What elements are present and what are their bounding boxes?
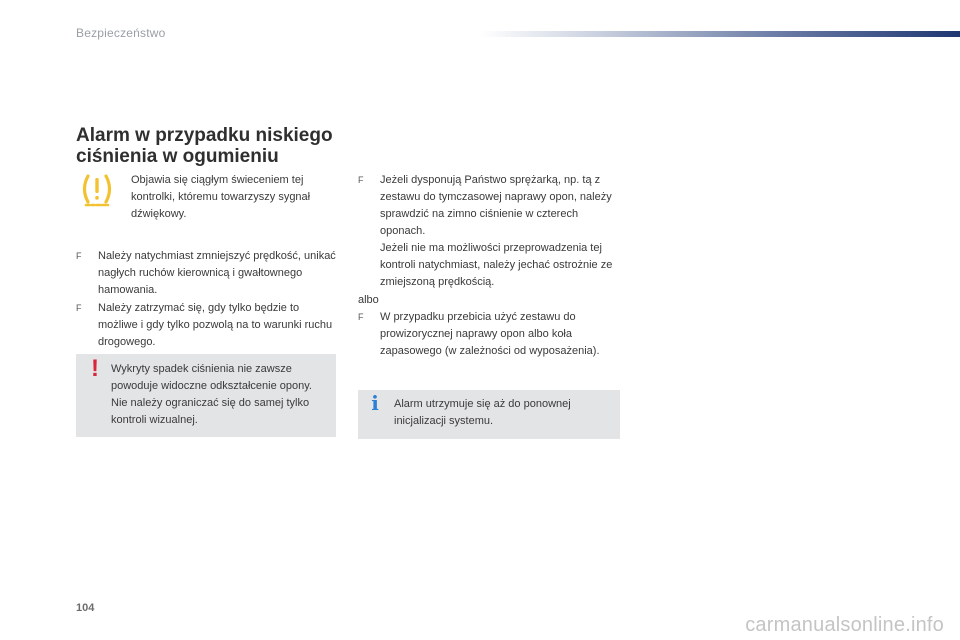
header-gradient-bar	[480, 31, 960, 37]
exclamation-icon: !	[91, 355, 99, 382]
bullet-arrow-icon: F	[76, 303, 82, 313]
heading-line-1: Alarm w przypadku niskiego	[76, 125, 333, 146]
heading-line-2: ciśnienia w ogumieniu	[76, 146, 279, 167]
bullet-text: Jeżeli dysponują Państwo sprężarką, np. tą z zestawu do tymczasowej naprawy opon, należy sprawdzić na zimno ciśnienie w czterech oponach.	[380, 174, 612, 237]
info-note-text: Alarm utrzymuje się aż do ponownej inicjalizacji systemu.	[394, 398, 571, 427]
list-item	[358, 172, 620, 291]
list-item	[358, 309, 620, 360]
bullet-arrow-icon: F	[76, 251, 82, 261]
info-note	[358, 390, 620, 439]
warning-note	[76, 354, 336, 437]
watermark: carmanualsonline.info	[745, 614, 944, 636]
list-item	[76, 248, 338, 299]
bullet-text: Należy zatrzymać się, gdy tylko będzie to możliwe i gdy tylko pozwolą na to warunki ruchu drogowego.	[98, 302, 333, 348]
list-item	[76, 300, 338, 351]
right-instructions	[358, 172, 620, 361]
bullet-continuation: Jeżeli nie ma możliwości przeprowadzenia tej kontroli natychmiast, należy jechać ostrożnie ze zmiejszoną prędkością.	[380, 242, 613, 288]
bullet-text: W przypadku przebicia użyć zestawu do prowizorycznej naprawy opon albo koła zapasowego (w zależności od wyposażenia).	[380, 311, 600, 357]
bullet-text: Należy natychmiast zmniejszyć prędkość, unikać nagłych ruchów kierownicą i gwałtownego hamowania.	[98, 250, 336, 296]
info-icon: i	[371, 391, 379, 415]
intro-text: Objawia się ciągłym świeceniem tej kontrolki, któremu towarzyszy sygnał dźwiękowy.	[131, 174, 311, 220]
bullet-arrow-icon: F	[358, 175, 364, 185]
warning-note-text: Wykryty spadek ciśnienia nie zawsze powoduje widoczne odkształcenie opony. Nie należy ograniczać się do samej tylko kontroli wizualnej.	[111, 363, 312, 426]
page-heading	[76, 125, 366, 167]
section-title: Bezpieczeństwo	[76, 26, 166, 40]
left-instructions	[76, 248, 338, 352]
bullet-arrow-icon: F	[358, 312, 364, 322]
separator-text: albo	[358, 294, 379, 306]
tyre-pressure-warning-icon	[80, 172, 114, 212]
page-number: 104	[76, 602, 95, 614]
